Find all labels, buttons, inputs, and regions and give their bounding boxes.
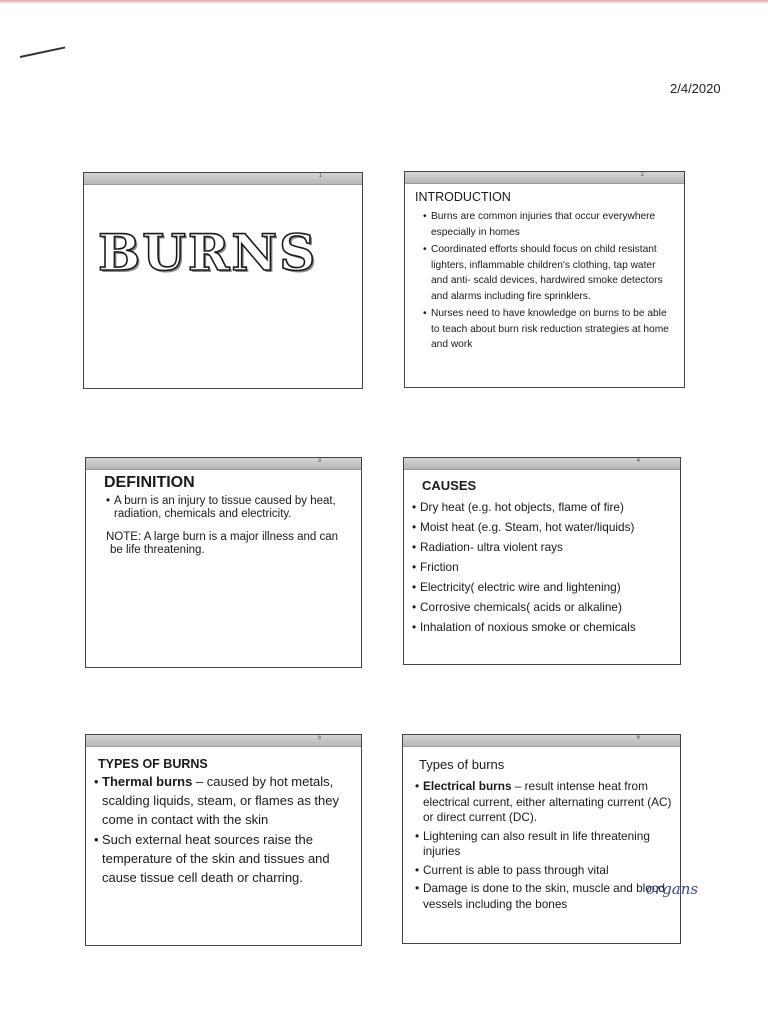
list-item: • Friction bbox=[412, 557, 672, 577]
note-text: NOTE: A large burn is a major illness and can be life threatening. bbox=[106, 531, 339, 556]
list-item bbox=[94, 772, 353, 829]
bullet-text: – result intense heat from electrical current, either alternating current (AC) or direct current (DC). bbox=[423, 779, 672, 824]
slide-5 bbox=[85, 734, 362, 946]
slide-number: 2 bbox=[640, 172, 644, 178]
bullet-text: Damage is done to the skin, muscle and blood vessels including the bones bbox=[423, 881, 665, 911]
slide-heading: CAUSES bbox=[422, 478, 477, 493]
slide-header-bar bbox=[86, 735, 361, 747]
list-item: • Electricity( electric wire and lightening) bbox=[412, 577, 672, 597]
list-item: • Corrosive chemicals( acids or alkaline) bbox=[412, 597, 672, 617]
bullet-list bbox=[415, 779, 672, 912]
list-item: • A burn is an injury to tissue caused by heat, radiation, chemicals and electricity. bbox=[106, 495, 353, 521]
slide-heading: INTRODUCTION bbox=[415, 190, 511, 204]
slide-heading: TYPES OF BURNS bbox=[98, 757, 208, 771]
slide-header-bar bbox=[86, 458, 361, 470]
list-item: • Dry heat (e.g. hot objects, flame of fire) bbox=[412, 497, 672, 517]
list-item: • Coordinated efforts should focus on child resistant lighters, inflammable children's clothing, tap water and anti- scald devices, hardwired smoke detectors and alarms including fire sprinklers. bbox=[423, 242, 674, 304]
slide-number: 1 bbox=[318, 173, 322, 179]
slide-heading: Types of burns bbox=[419, 757, 505, 772]
slide-body bbox=[86, 470, 361, 561]
list-item bbox=[415, 863, 672, 879]
bullet-list bbox=[102, 495, 353, 521]
slide-number: 4 bbox=[636, 458, 640, 464]
list-item: • Nurses need to have knowledge on burns to be able to teach about burn risk reduction strategies at home and work bbox=[423, 306, 674, 353]
list-item bbox=[94, 830, 353, 887]
list-item: • Moist heat (e.g. Steam, hot water/liquids) bbox=[412, 517, 672, 537]
slide-heading: DEFINITION bbox=[104, 474, 195, 491]
bullet-list bbox=[423, 209, 674, 353]
bullet-list bbox=[412, 497, 672, 637]
slide-6 bbox=[402, 734, 681, 944]
slide-1 bbox=[83, 172, 363, 389]
page-top-edge bbox=[0, 0, 768, 4]
list-item: • Inhalation of noxious smoke or chemicals bbox=[412, 617, 672, 637]
bullet-lead: Electrical burns bbox=[423, 779, 512, 793]
bullet-text: Such external heat sources raise the temperature of the skin and tissues and cause tissue cell death or charring. bbox=[102, 832, 330, 885]
slide-2 bbox=[404, 171, 685, 388]
slide-body bbox=[86, 747, 361, 887]
bullet-list bbox=[94, 772, 353, 887]
slide-number: 6 bbox=[636, 735, 640, 741]
slide-header-bar bbox=[403, 735, 680, 747]
list-item bbox=[415, 829, 672, 860]
page-date: 2/4/2020 bbox=[670, 81, 721, 96]
bullet-text: – caused by hot metals, scalding liquids, steam, or flames as they come in contact with the skin bbox=[102, 774, 339, 827]
list-item: • Radiation- ultra violent rays bbox=[412, 537, 672, 557]
slide-header-bar bbox=[404, 458, 680, 470]
slide-header-bar bbox=[405, 172, 684, 184]
slide-body bbox=[405, 184, 684, 353]
slide-3 bbox=[85, 457, 362, 668]
slide-body bbox=[404, 470, 680, 639]
list-item bbox=[415, 779, 672, 826]
slide-title: BURNS bbox=[98, 223, 318, 282]
slide-number: 5 bbox=[317, 735, 321, 741]
slide-number: 3 bbox=[317, 458, 321, 464]
slide-header-bar bbox=[84, 173, 362, 185]
pen-mark bbox=[20, 46, 65, 57]
bullet-text: Current is able to pass through vital bbox=[423, 862, 609, 877]
bullet-text: Lightening can also result in life threatening injuries bbox=[423, 828, 650, 858]
list-item: • Burns are common injuries that occur everywhere especially in homes bbox=[423, 209, 674, 240]
list-item bbox=[415, 881, 672, 912]
bullet-lead: Thermal burns bbox=[102, 774, 193, 789]
handwritten-annotation: organs bbox=[646, 880, 699, 898]
slide-4 bbox=[403, 457, 681, 665]
slide-body bbox=[403, 747, 680, 912]
